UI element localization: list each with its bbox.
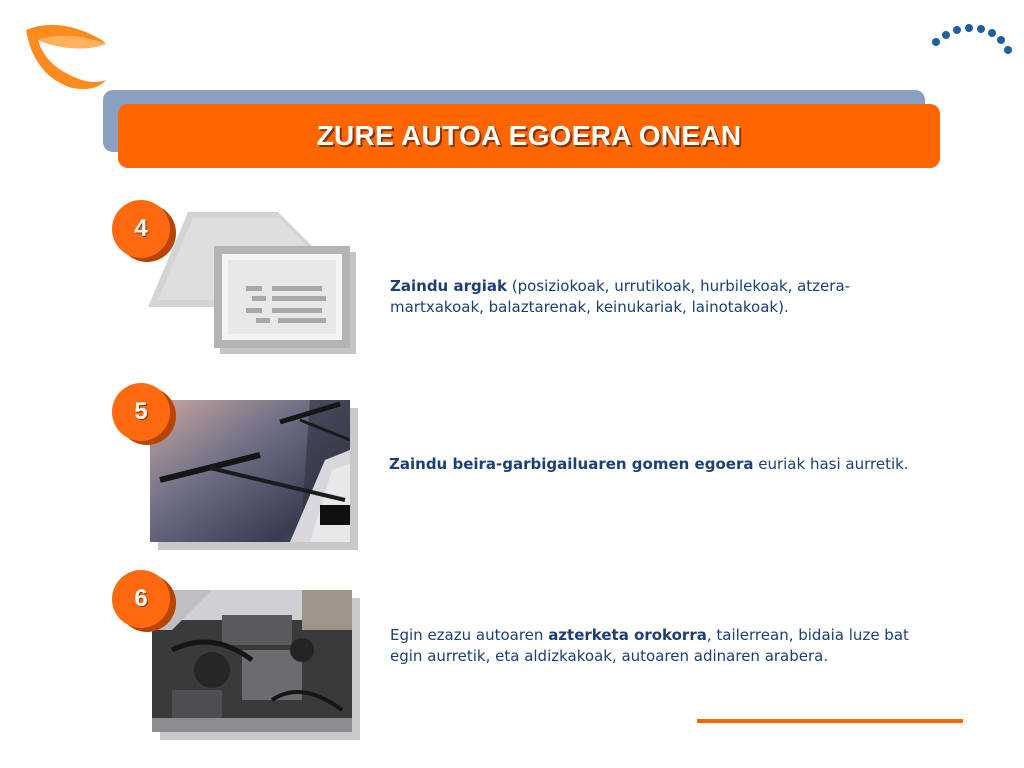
step-number: 5: [134, 398, 148, 425]
accent-divider: [697, 719, 963, 723]
windshield-wiper-photo: [150, 400, 350, 542]
item-4-text: [390, 276, 935, 318]
item-5-rest: euriak hasi aurretik.: [753, 455, 909, 473]
title-banner: [118, 104, 940, 168]
wiper-photo: [150, 400, 360, 550]
item-6-bold: azterketa orokorra: [548, 626, 707, 644]
item-5-bold: Zaindu beira-garbigailuaren gomen egoera: [389, 455, 754, 473]
step-badge-5: [112, 383, 178, 445]
engine-photo: [152, 590, 362, 740]
document-list-icon: [148, 212, 358, 358]
item-6-text: [390, 625, 930, 667]
step-number: 6: [134, 585, 148, 612]
blue-dots-arc-logo-icon: [928, 20, 1018, 65]
item-4-rest: (posiziokoak, urrutikoak, hurbilekoak, atzera-martxakoak, balaztarenak, keinukariak, lainotakoak).: [390, 277, 851, 316]
step-badge-6: [112, 570, 178, 632]
item-4-bold: Zaindu argiak: [390, 277, 507, 295]
item-6-pre: Egin ezazu autoaren: [390, 626, 549, 644]
car-engine-photo: [152, 590, 352, 732]
orange-swoosh-logo-icon: [20, 10, 115, 90]
page-title: ZURE AUTOA EGOERA ONEAN: [316, 120, 742, 151]
item-5-text: [389, 454, 929, 475]
item-6-rest: , tailerrean, bidaia luze bat egin aurretik, eta aldizkakoak, autoaren adinaren arabera.: [390, 626, 909, 665]
step-number: 4: [134, 215, 148, 242]
